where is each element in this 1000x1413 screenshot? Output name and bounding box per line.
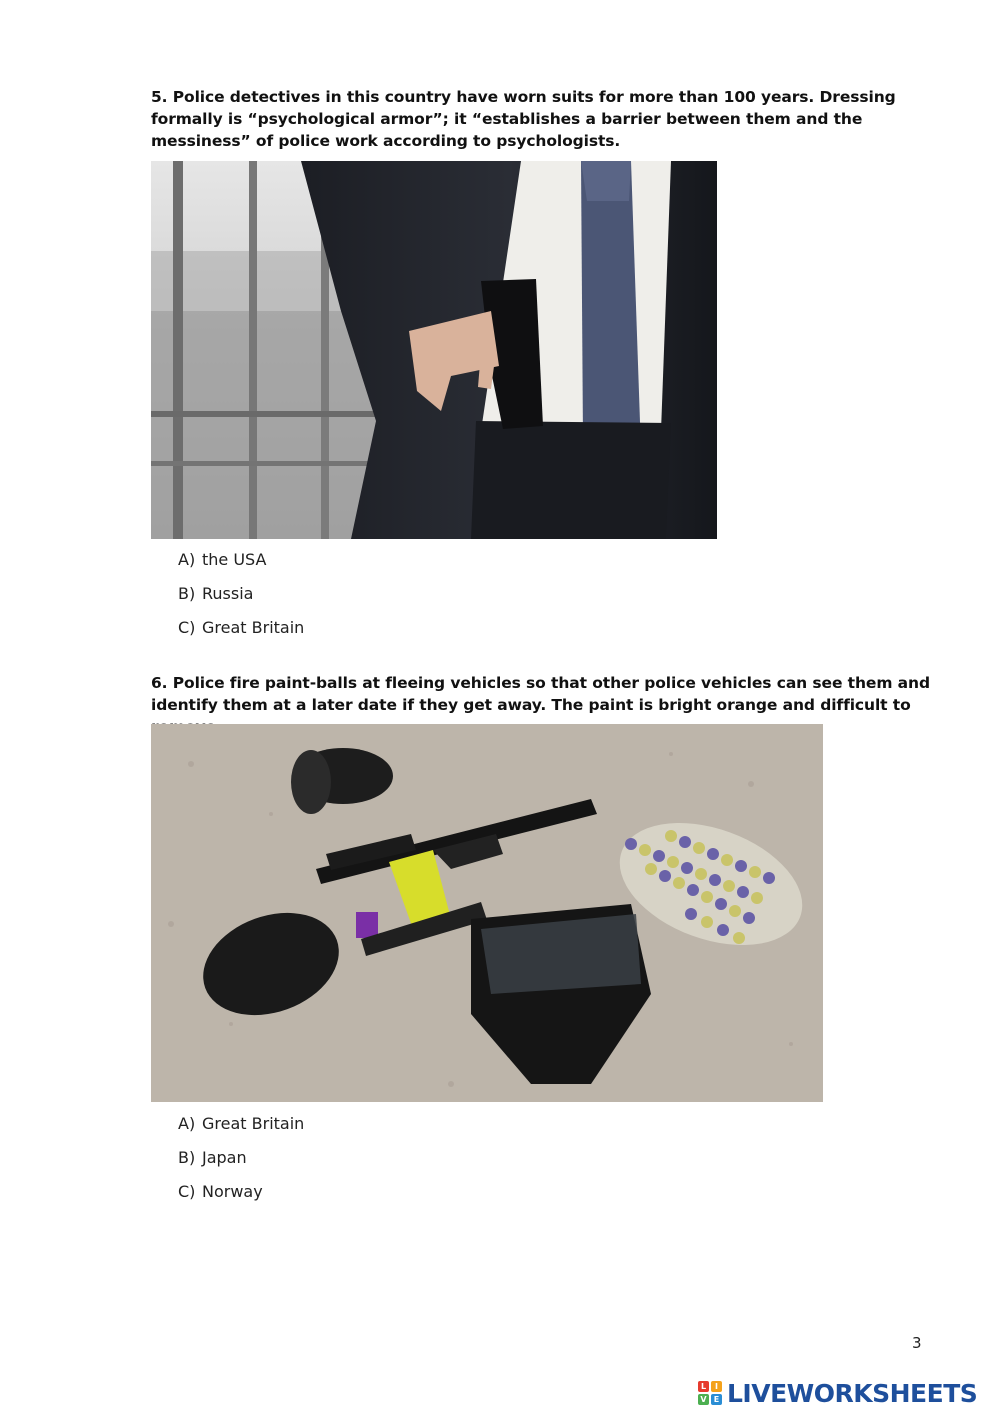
option-c[interactable] <box>178 617 304 651</box>
paintball-equipment-photo <box>151 724 823 1102</box>
detective-suit-photo <box>151 161 717 539</box>
option-label: the USA <box>202 550 267 569</box>
option-label: Norway <box>202 1182 263 1201</box>
question-5-text: 5. Police detectives in this country have worn suits for more than 100 years. Dressing formally is “psychological armor”; it “establishes a barrier between them and the messiness” of police work according to psychologists. <box>151 88 896 150</box>
option-b[interactable] <box>178 1147 304 1181</box>
option-letter: B) <box>178 1148 196 1167</box>
option-a[interactable] <box>178 1113 304 1147</box>
option-b[interactable] <box>178 583 304 617</box>
question-6-options <box>178 1113 304 1215</box>
logo-cell: L <box>698 1381 709 1392</box>
option-label: Great Britain <box>202 1114 305 1133</box>
option-letter: C) <box>178 618 196 637</box>
option-label: Japan <box>202 1148 247 1167</box>
option-a[interactable] <box>178 549 304 583</box>
option-letter: A) <box>178 550 196 569</box>
option-c[interactable] <box>178 1181 304 1215</box>
page-number: 3 <box>912 1334 922 1352</box>
option-letter: A) <box>178 1114 196 1133</box>
logo-cell: V <box>698 1394 709 1405</box>
option-letter: B) <box>178 584 196 603</box>
option-label: Great Britain <box>202 618 305 637</box>
liveworksheets-logo-icon <box>698 1381 722 1405</box>
liveworksheets-watermark <box>698 1376 977 1410</box>
option-label: Russia <box>202 584 254 603</box>
question-6-text: 6. Police fire paint-balls at fleeing vehicles so that other police vehicles can see them and identify them at a later date if they get away. The paint is bright orange and difficult to <box>151 674 930 714</box>
logo-cell: I <box>711 1381 722 1392</box>
logo-cell: E <box>711 1394 722 1405</box>
option-letter: C) <box>178 1182 196 1201</box>
question-5-options <box>178 549 304 651</box>
liveworksheets-wordmark: LIVEWORKSHEETS <box>727 1378 978 1408</box>
